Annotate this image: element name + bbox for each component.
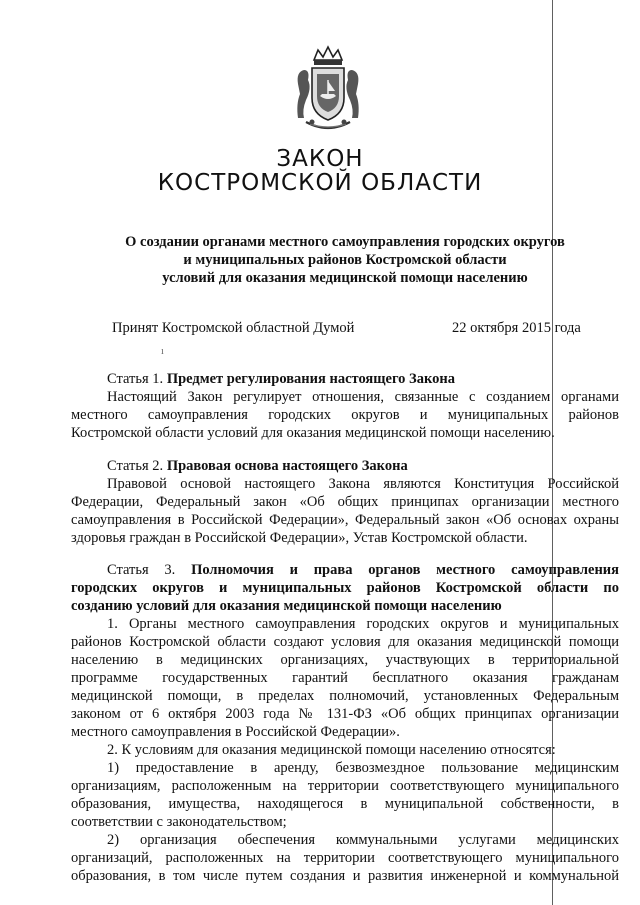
paragraph-line: 2. К условиям для оказания медицинской помощи населению относятся: <box>107 742 556 758</box>
paragraph-line: здоровья граждан в Российской Федерации», Устав Костромской области. <box>71 530 528 546</box>
subtitle-line: условий для оказания медицинской помощи населению <box>162 270 528 286</box>
adoption-date: 22 октября 2015 года <box>452 320 581 336</box>
paragraph-line: Правовой основой настоящего Закона являются Конституция Российской <box>107 476 619 492</box>
article-number: Статья 2. <box>107 458 167 474</box>
paragraph-line: организаций, расположенных на территории соответствующего муниципального <box>71 850 619 866</box>
law-title: ЗАКОН <box>276 146 364 172</box>
article-title-line: созданию условий для оказания медицинской помощи населению <box>71 598 502 614</box>
paragraph-line: организациям, расположенным на территории соответствующего муниципального <box>71 778 619 794</box>
subtitle-line: и муниципальных районов Костромской области <box>183 252 507 268</box>
paragraph-line: районов Костромской области создают условия для оказания медицинской помощи <box>71 634 619 650</box>
paragraph-line: местного самоуправления городских округов и муниципальных районов <box>71 407 619 423</box>
paragraph-line: Костромской области условий для оказания медицинской помощи населению. <box>71 425 555 441</box>
article-title: Правовая основа настоящего Закона <box>166 458 408 474</box>
paragraph-line: Федерации, Федеральный закон «Об общих принципах организации местного <box>71 494 619 510</box>
paragraph-line: 1) предоставление в аренду, безвозмездное пользование медицинским <box>107 760 619 776</box>
paragraph-line: местного самоуправления в Российской Федерации». <box>71 724 400 740</box>
paragraph-line: программе государственных гарантий бесплатного оказания гражданам <box>71 670 619 686</box>
paragraph-line: 2) организация обеспечения коммунальными услугами медицинских <box>107 832 619 848</box>
adopted-by: Принят Костромской областной Думой <box>112 320 355 336</box>
subtitle-line: О создании органами местного самоуправления городских округов <box>125 234 565 250</box>
paragraph-line: медицинской помощи, в пределах полномочий, установленных Федеральным <box>71 688 619 704</box>
scan-mark: ı <box>161 346 164 357</box>
paragraph-line: законом от 6 октября 2003 года № 131-ФЗ «Об общих принципах организации <box>71 706 619 722</box>
article-title-line: городских округов и муниципальных районов Костромской области по <box>71 580 619 596</box>
paragraph-line: населению в медицинских организациях, участвующих в территориальной <box>71 652 619 668</box>
article-number: Статья 3. <box>107 562 192 578</box>
article-1-heading <box>107 370 619 388</box>
article-title: Полномочия и права органов местного самоуправления <box>191 562 619 578</box>
article-3-heading <box>107 561 619 579</box>
paragraph-line: 1. Органы местного самоуправления городских округов и муниципальных <box>107 616 619 632</box>
law-region: КОСТРОМСКОЙ ОБЛАСТИ <box>157 170 483 196</box>
paragraph-line: образования, имущества, находящегося в муниципальной собственности, в <box>71 796 619 812</box>
paragraph-line: соответствии с законодательством; <box>71 814 287 830</box>
paragraph-line: самоуправления в Российской Федерации», Федеральный закон «Об основах охраны <box>71 512 619 528</box>
coat-of-arms-icon <box>292 44 364 134</box>
article-2-heading <box>107 457 619 475</box>
paragraph-line: Настоящий Закон регулирует отношения, связанные с созданием органами <box>107 389 619 405</box>
paragraph-line: образования, в том числе путем создания и развития инженерной и коммунальной <box>71 868 619 884</box>
article-number: Статья 1. <box>107 371 167 387</box>
article-title: Предмет регулирования настоящего Закона <box>166 371 455 387</box>
